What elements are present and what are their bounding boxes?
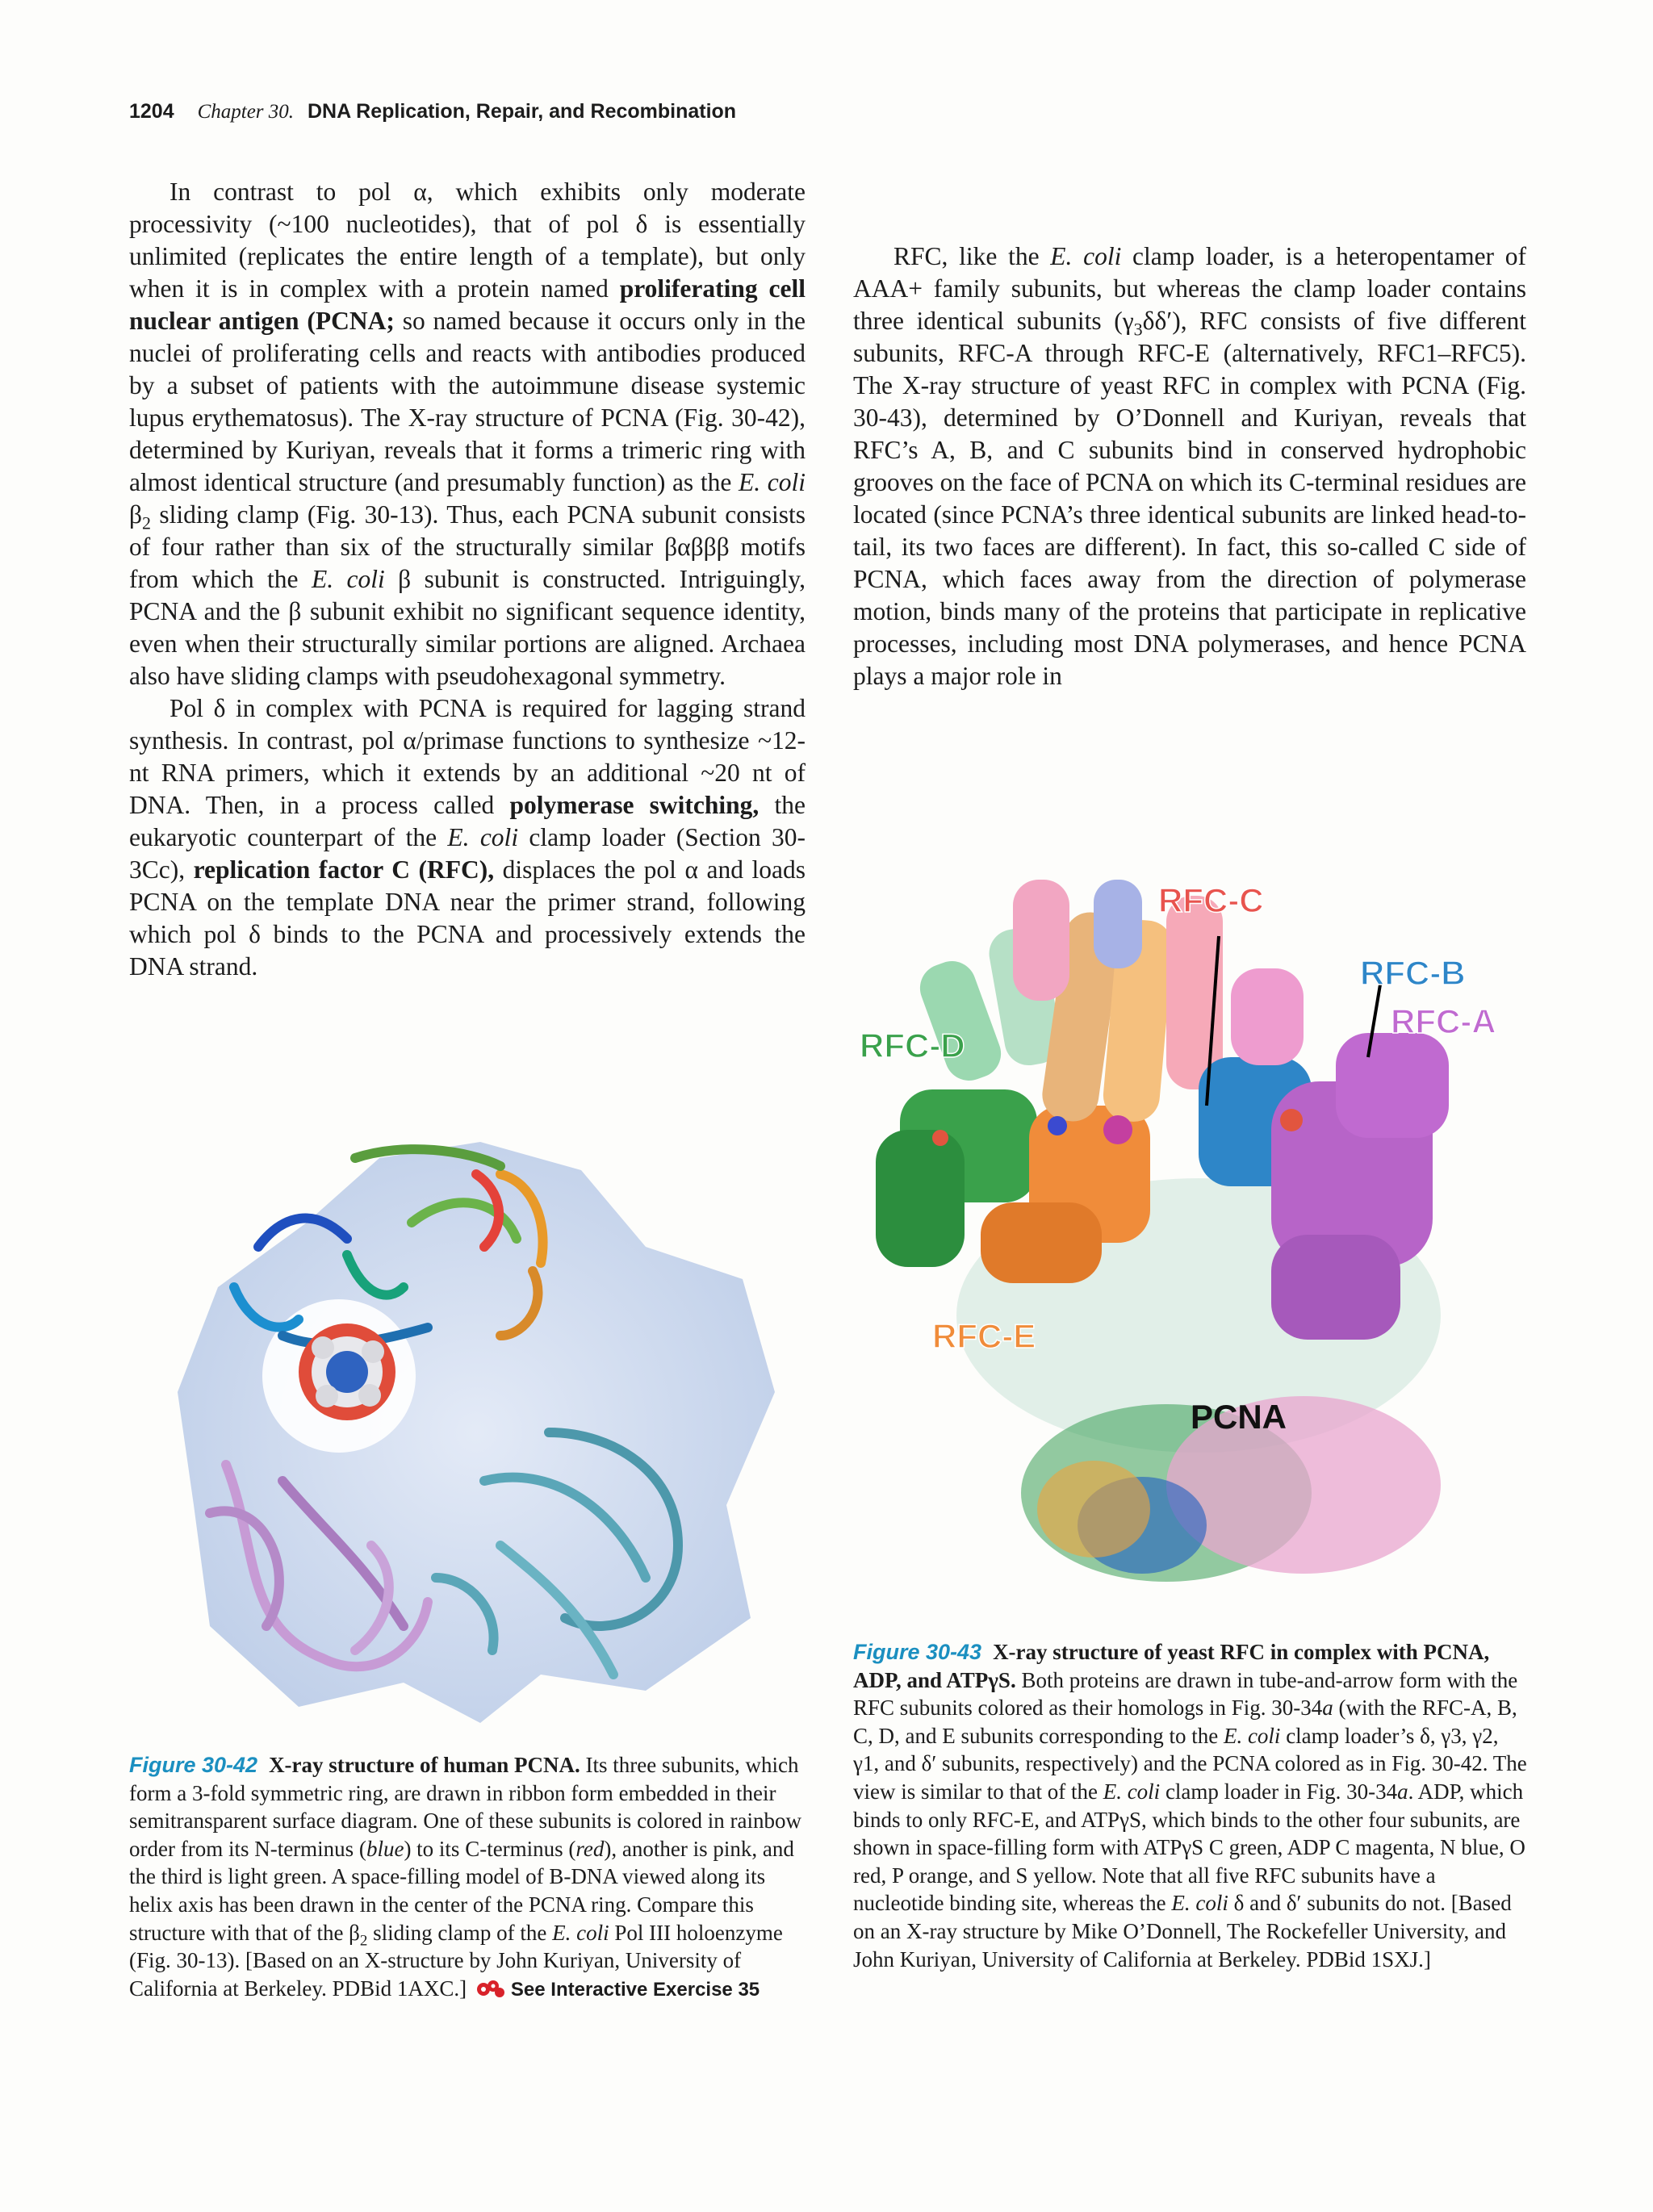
label-rfc-a: RFC-A [1391, 1002, 1496, 1040]
body-column-right [853, 176, 1526, 692]
figure-caption-30-43: Figure 30-43 X-ray structure of yeast RFC in complex with PCNA, ADP, and ATPγS. Both proteins are drawn in tube-and-arrow form with the RFC subunits colored as their homologs in Fig. 30-34a (with the RFC-A, B, C, D, and E subunits corresponding to the E. coli clamp loader’s δ, γ3, γ2, γ1, and δ′ subunits, respectively) and the PCNA colored as in Fig. 30-42. The view is similar to that of the E. coli clamp loader in Fig. 30-34a. ADP, which binds to only RFC-E, and ATPγS, which binds to the other four subunits, are shown in space-filling form with ATPγS C green, ADP C magenta, N blue, O red, P orange, and S yellow. Note that all five RFC subunits have a nucleotide binding site, whereas the E. coli δ and δ′ subunits do not. [Based on an X-ray structure by Mike O’Donnell, The Rockefeller University, and John Kuriyan, University of California at Berkeley. PDBid 1SXJ.] [853, 1640, 1527, 1972]
figure-pcna-structure [161, 1126, 799, 1739]
label-rfc-c: RFC-C [1158, 881, 1264, 919]
label-rfc-b: RFC-B [1360, 954, 1466, 992]
paragraph-rfc: RFC, like the E. coli clamp loader, is a heteropentamer of AAA+ family subunits, but whereas the clamp loader contains three identical subunits $(\gamma_3\delta\delta')$, RFC consists of five different subunits, RFC-A through RFC-E (alternatively, RFC1–RFC5). The X-ray structure of yeast RFC in complex with PCNA (Fig. 30-43), determined by O’Donnell and Kuriyan, reveals that RFC’s A, B, and C subunits bind in conserved hydrophobic grooves on the face of PCNA on which its C-terminal residues are located (since PCNA’s three identical subunits are linked head-to-tail, its two faces are different). In fact, this so-called C side of PCNA, which faces away from the direction of polymerase motion, binds many of the proteins that participate in replicative processes, including most DNA polymerases, and hence PCNA plays a major role in [853, 242, 1526, 690]
chapter-number: Chapter 30. [197, 101, 295, 123]
running-head [129, 100, 736, 123]
label-rfc-e: RFC-E [932, 1317, 1036, 1355]
interactive-exercise-icon [475, 1978, 506, 2008]
figure-rfc-pcna-structure [852, 863, 1525, 1622]
chapter-title: DNA Replication, Repair, and Recombination [307, 100, 737, 123]
page-number: 1204 [129, 100, 174, 123]
label-pcna: PCNA [1191, 1398, 1287, 1436]
paragraph-pcna-intro: In contrast to pol α, which exhibits only moderate processivity (~100 nucleotides), that of pol δ is essentially unlimited (replicates the entire length of a template), but only when it is in complex with a protein named proliferating cell nuclear antigen (PCNA; so named because it occurs only in the nuclei of proliferating cells and reacts with antibodies produced by a subset of patients with the autoimmune disease systemic lupus erythematosus). The X-ray structure of PCNA (Fig. 30-42), determined by Kuriyan, reveals that it forms a trimeric ring with almost identical structure (and presumably function) as the E. coli $\beta_2$ sliding clamp (Fig. 30-13). Thus, each PCNA subunit consists of four rather than six of the structurally similar βαβββ motifs from which the E. coli β subunit is constructed. Intriguingly, PCNA and the β subunit exhibit no significant sequence identity, even when their structurally similar portions are aligned. Archaea also have sliding clamps with pseudohexagonal symmetry. [129, 178, 806, 690]
figure-caption-30-42: Figure 30-42 X-ray structure of human PCNA. Its three subunits, which form a 3-fold symmetric ring, are drawn in ribbon form embedded in their semitransparent surface diagram. One of these subunits is colored in rainbow order from its N-terminus (blue) to its C-terminus (red), another is pink, and the third is light green. A space-filling model of B-DNA viewed along its helix axis has been drawn in the center of the PCNA ring. Compare this structure with that of the $\beta_2$ sliding clamp of the E. coli Pol III holoenzyme (Fig. 30-13). [Based on an X-structure by John Kuriyan, University of California at Berkeley. PDBid 1AXC.] See Interactive Exercise 35 [129, 1751, 807, 2007]
interactive-exercise-link[interactable]: See Interactive Exercise 35 [510, 1978, 760, 2001]
label-rfc-d: RFC-D [860, 1027, 965, 1064]
paragraph-polymerase-switching: Pol δ in complex with PCNA is required for lagging strand synthesis. In contrast, pol α/primase functions to synthesize ~12-nt RNA primers, which it extends by an additional ~20 nt of DNA. Then, in a process called polymerase switching, the eukaryotic counterpart of the E. coli clamp loader (Section 30-3Cc), replication factor C (RFC), displaces the pol α and loads PCNA on the template DNA near the primer strand, following which pol δ binds to the PCNA and processively extends the DNA strand. [129, 694, 806, 981]
figure-label: Figure 30-43 [853, 1640, 982, 1664]
figure-title: X-ray structure of yeast RFC in complex with PCNA, ADP, and ATPγS. [853, 1640, 1490, 1692]
figure-title: X-ray structure of human PCNA. [269, 1753, 580, 1777]
body-column-left [129, 176, 806, 983]
figure-label: Figure 30-42 [129, 1753, 258, 1777]
